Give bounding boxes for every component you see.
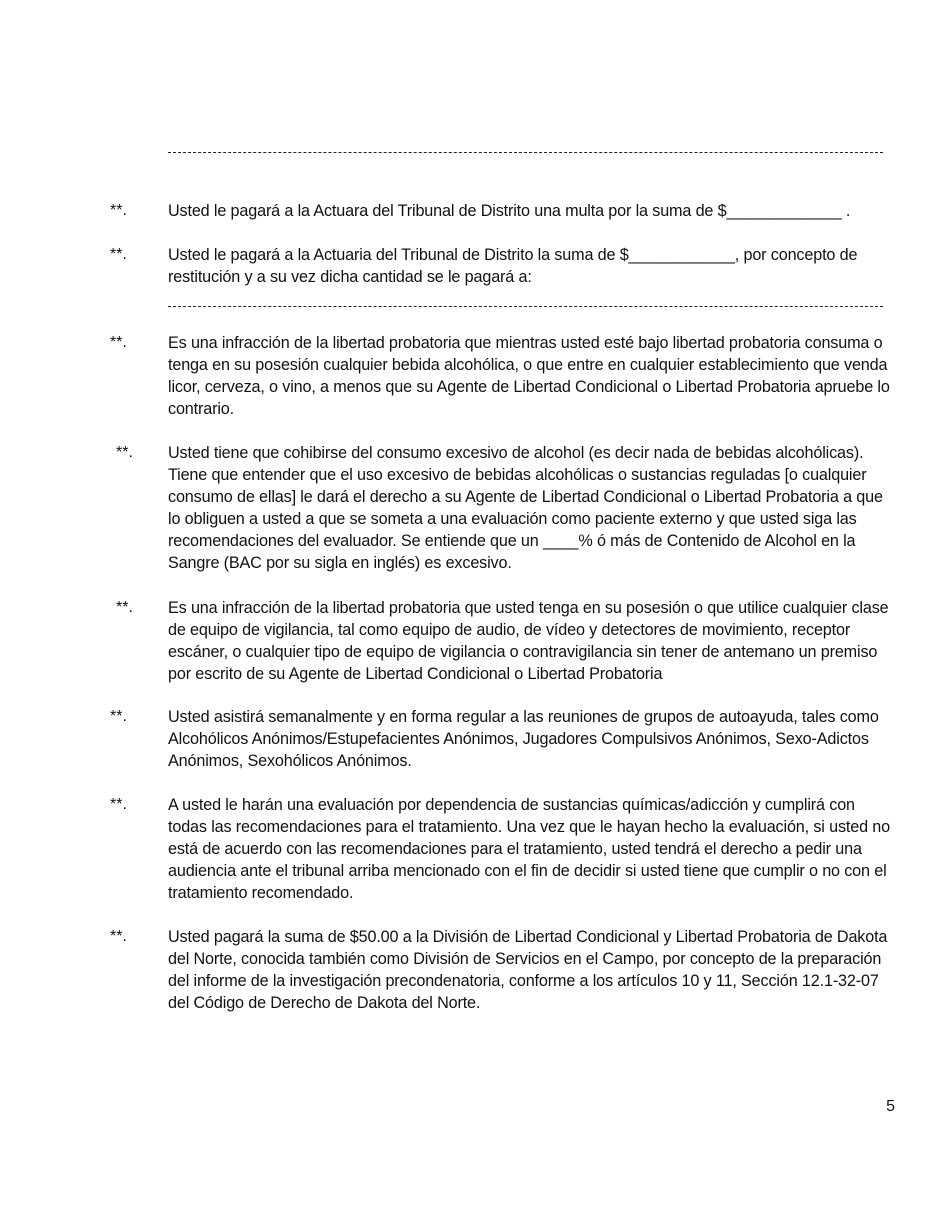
item-text: Es una infracción de la libertad probatoria que usted tenga en su posesión o que utilice cualquier clase de equipo de vigilancia, tal como equipo de audio, de vídeo y detectores de movimiento, receptor escáner, o cualquier tipo de equipo de vigilancia o contravigilancia sin tener de antemano un premiso por escrito de su Agente de Libertad Condicional o Libertad Probatoria [168, 599, 889, 683]
item-text: Usted le pagará a la Actuara del Tribunal de Distrito una multa por la suma de $_____________ . [168, 202, 851, 220]
item-marker: **. [110, 928, 127, 945]
blank-line-restitution [168, 306, 883, 307]
item-text: Usted le pagará a la Actuaria del Tribunal de Distrito la suma de $____________, por concepto de restitución y a su vez dicha cantidad se le pagará a: [168, 246, 858, 286]
item-marker: **. [110, 708, 127, 725]
item-text: Es una infracción de la libertad probatoria que mientras usted esté bajo libertad probatoria consuma o tenga en su posesión cualquier bebida alcohólica, o que entre en cualquier establecimiento que venda licor, cerveza, o vino, a menos que su Agente de Libertad Condicional o Libertad Probatoria apruebe lo contrario. [168, 334, 890, 418]
item-marker: **. [110, 202, 127, 219]
item-marker: **. [110, 796, 127, 813]
item-marker: **. [116, 444, 133, 461]
item-marker: **. [116, 599, 133, 616]
item-marker: **. [110, 246, 127, 263]
item-marker: **. [110, 334, 127, 351]
item-text: A usted le harán una evaluación por dependencia de sustancias químicas/adicción y cumplirá con todas las recomendaciones para el tratamiento. Una vez que le hayan hecho la evaluación, si usted no está de acuerdo con las recomendaciones para el tratamiento, usted tendrá el derecho a pedir una audiencia ante el tribunal arriba mencionado con el fin de decidir si usted tiene que cumplir o no con el tratamiento recomendado. [168, 796, 890, 902]
item-text: Usted asistirá semanalmente y en forma regular a las reuniones de grupos de autoayuda, tales como Alcohólicos Anónimos/Estupefacientes Anónimos, Jugadores Compulsivos Anónimos, Sexo-Adictos Anónimos, Sexohólicos Anónimos. [168, 708, 879, 770]
page-number: 5 [886, 1098, 895, 1115]
item-text: Usted tiene que cohibirse del consumo excesivo de alcohol (es decir nada de bebidas alcohólicas). Tiene que entender que el uso excesivo de bebidas alcohólicas o sustancias reguladas [o cualquier consumo de ellas] le dará el derecho a su Agente de Libertad Condicional o Libertad Probatoria a que lo obliguen a usted a que se someta a una evaluación como paciente externo y que usted siga las recomendaciones del evaluador. Se entiende que un ____% ó más de Contenido de Alcohol en la Sangre (BAC por su sigla en inglés) es excesivo. [168, 444, 883, 572]
blank-line-top [168, 152, 883, 153]
item-text: Usted pagará la suma de $50.00 a la División de Libertad Condicional y Libertad Probatoria de Dakota del Norte, conocida también como División de Servicios en el Campo, por concepto de la preparación del informe de la investigación precondenatoria, conforme a los artículos 10 y 11, Sección 12.1-32-07 del Código de Derecho de Dakota del Norte. [168, 928, 888, 1012]
